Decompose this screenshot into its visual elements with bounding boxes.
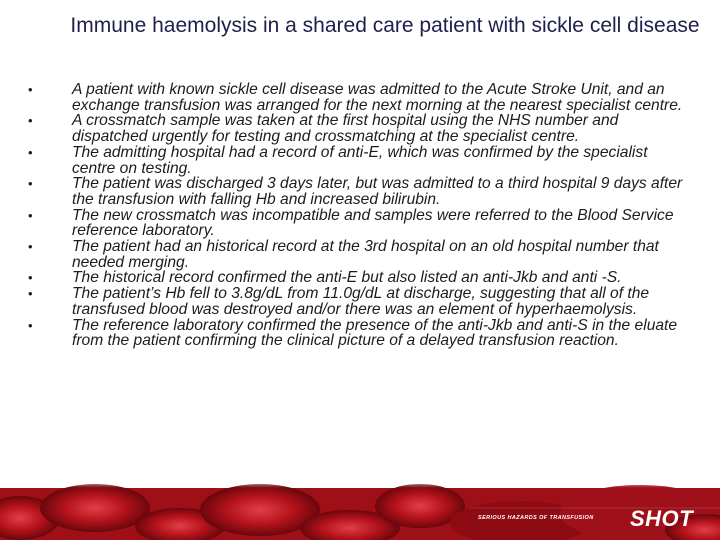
bullet-text: The patient had an historical record at the 3rd hospital on an old hospital number that needed merging.: [72, 238, 659, 271]
bullet-glyph: •: [28, 239, 33, 255]
bullet-glyph: •: [28, 270, 33, 286]
bullet-item: [28, 145, 688, 176]
bullet-text: A patient with known sickle cell disease was admitted to the Acute Stroke Unit, and an exchange transfusion was arranged for the next morning at the nearest specialist centre.: [72, 81, 683, 114]
bullet-item: [28, 286, 688, 317]
bullet-text: The reference laboratory confirmed the presence of the anti-Jkb and anti-S in the eluate from the patient confirming the clinical picture of a delayed transfusion reaction.: [72, 316, 678, 350]
bullet-text: The new crossmatch was incompatible and samples were referred to the Blood Service reference laboratory.: [72, 206, 674, 240]
slide-title: Immune haemolysis in a shared care patient with sickle cell disease: [70, 14, 700, 37]
bullet-glyph: •: [28, 144, 33, 160]
bullet-glyph: •: [28, 317, 33, 333]
bullet-glyph: •: [28, 113, 33, 129]
bullet-glyph: •: [28, 176, 33, 192]
bullet-text: The patient was discharged 3 days later, but was admitted to a third hospital 9 days after the transfusion with falling Hb and increased bilirubin.: [72, 175, 683, 208]
bullet-text: A crossmatch sample was taken at the first hospital using the NHS number and dispatched urgently for testing and crossmatching at the specialist centre.: [72, 112, 619, 146]
bullet-text: The admitting hospital had a record of anti-E, which was confirmed by the specialist centre on testing.: [72, 143, 648, 177]
footer-blood-cell-banner: [0, 478, 720, 540]
bullet-item: [28, 208, 688, 239]
bullet-item: [28, 318, 688, 349]
bullet-item: [28, 113, 688, 144]
bullet-item: [28, 239, 688, 270]
bullet-item: [28, 82, 688, 113]
bullet-text: The historical record confirmed the anti-E but also listed an anti-Jkb and anti -S.: [72, 269, 622, 287]
bullet-item: [28, 270, 688, 286]
bullet-glyph: •: [28, 207, 33, 223]
bullet-item: [28, 176, 688, 207]
shot-logo: SHOT: [630, 506, 694, 531]
bullet-list: [28, 82, 688, 349]
bullet-glyph: •: [28, 82, 33, 97]
bullet-text: The patient’s Hb fell to 3.8g/dL from 11.0g/dL at discharge, suggesting that all of the transfused blood was destroyed and/or there was an element of hyperhaemolysis.: [72, 285, 650, 318]
bullet-glyph: •: [28, 286, 33, 302]
footer-strapline: SERIOUS HAZARDS OF TRANSFUSION: [478, 515, 594, 521]
